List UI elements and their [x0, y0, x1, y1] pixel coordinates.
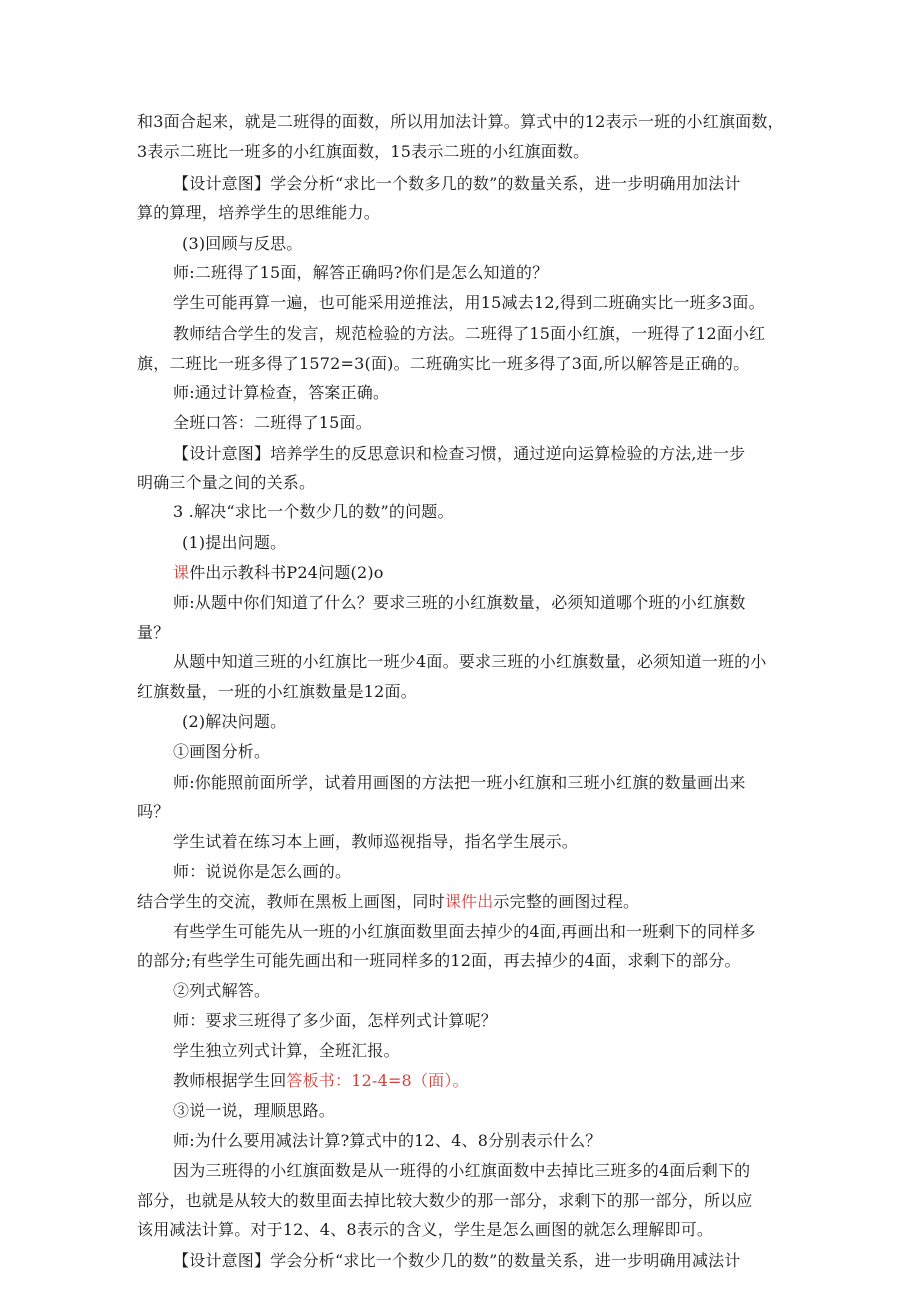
- section-heading: (3)回顾与反思。: [182, 234, 303, 253]
- text-line: 学生可能再算一遍，也可能采用逆推法，用15减去12,得到二班确实比一班多3面。: [173, 293, 765, 312]
- design-intent-line: 【设计意图】培养学生的反思意识和检查习惯，通过逆向运算检验的方法,进一步: [173, 444, 746, 463]
- section-heading: ②列式解答。: [173, 981, 271, 1000]
- text-line: 旗，二班比一班多得了1572=3(面)。二班确实比一班多得了3面,所以解答是正确的。: [137, 354, 750, 373]
- text-line: [137, 891, 639, 913]
- text-line: 学生独立列式计算，全班汇报。: [173, 1041, 400, 1060]
- text-span: 教师根据学生回: [173, 1071, 287, 1090]
- text-line: 量？: [137, 623, 170, 642]
- text-line: 该用减法计算。对于12、4、8表示的含义，学生是怎么画图的就怎么理解即可。: [137, 1220, 714, 1239]
- text-line: 和3面合起来，就是二班得的面数，所以用加法计算。算式中的12表示一班的小红旗面数，: [137, 112, 784, 131]
- section-heading: ③说一说，理顺思路。: [173, 1101, 336, 1120]
- section-heading: 3 .解决“求比一个数少几的数”的问题。: [173, 502, 454, 521]
- text-line: 部分，也就是从较大的数里面去掉比较大数少的那一部分，求剩下的那一部分，所以应: [137, 1191, 753, 1210]
- design-intent-line: 【设计意图】学会分析“求比一个数多几的数”的数量关系，进一步明确用加法计: [173, 174, 741, 193]
- text-line: 红旗数量，一班的小红旗数量是12面。: [137, 682, 417, 701]
- text-span: 件出示教科书P24问题(2)o: [189, 563, 384, 582]
- section-heading: (2)解决问题。: [182, 712, 287, 731]
- text-line: 因为三班得的小红旗面数是从一班得的小红旗面数中去掉比三班多的4面后剩下的: [173, 1161, 751, 1180]
- text-line: 教师结合学生的发言，规范检验的方法。二班得了15面小红旗，一班得了12面小红: [173, 324, 766, 343]
- highlight-text: 课: [173, 563, 190, 582]
- text-line: 师:二班得了15面，解答正确吗?你们是怎么知道的？: [173, 263, 549, 282]
- text-line: 师:你能照前面所学，试着用画图的方法把一班小红旗和三班小红旗的数量画出来: [173, 773, 746, 792]
- text-line: 师:通过计算检查，答案正确。: [173, 383, 390, 402]
- text-line: 学生试着在练习本上画，教师巡视指导，指名学生展示。: [173, 832, 579, 851]
- text-line: 的部分;有些学生可能先画出和一班同样多的12面，再去掉少的4面，求剩下的部分。: [137, 951, 741, 970]
- section-heading: (1)提出问题。: [182, 533, 287, 552]
- text-line: 算的算理，培养学生的思维能力。: [137, 203, 381, 222]
- text-span: 结合学生的交流，教师在黑板上画图，同时: [137, 892, 445, 911]
- design-intent-line: 【设计意图】学会分析“求比一个数少几的数”的数量关系，进一步明确用减法计: [173, 1251, 741, 1270]
- text-line: 师:从题中你们知道了什么？要求三班的小红旗数量，必须知道哪个班的小红旗数: [173, 593, 746, 612]
- text-span: 示完整的画图过程。: [493, 892, 640, 911]
- text-line: 全班口答：二班得了15面。: [173, 413, 372, 432]
- text-line: [173, 562, 384, 584]
- text-line: 师：说说你是怎么画的。: [173, 862, 352, 881]
- text-line: 3表示二班比一班多的小红旗面数，15表示二班的小红旗面数。: [137, 142, 590, 161]
- text-line: 明确三个量之间的关系。: [137, 473, 316, 492]
- text-line: 师：要求三班得了多少面，怎样列式计算呢？: [173, 1011, 498, 1030]
- section-heading: ①画图分析。: [173, 742, 271, 761]
- text-line: 有些学生可能先从一班的小红旗面数里面去掉少的4面,再画出和一班剩下的同样多: [173, 922, 756, 941]
- highlight-text: 答板书：12-4=8（面）。: [286, 1071, 469, 1090]
- text-line: 吗？: [137, 802, 170, 821]
- highlight-text: 课件出: [444, 892, 494, 911]
- text-line: 从题中知道三班的小红旗比一班少4面。要求三班的小红旗数量，必须知道一班的小: [173, 652, 767, 671]
- text-line: [173, 1070, 469, 1092]
- text-line: 师:为什么要用减法计算?算式中的12、4、8分别表示什么？: [173, 1131, 602, 1150]
